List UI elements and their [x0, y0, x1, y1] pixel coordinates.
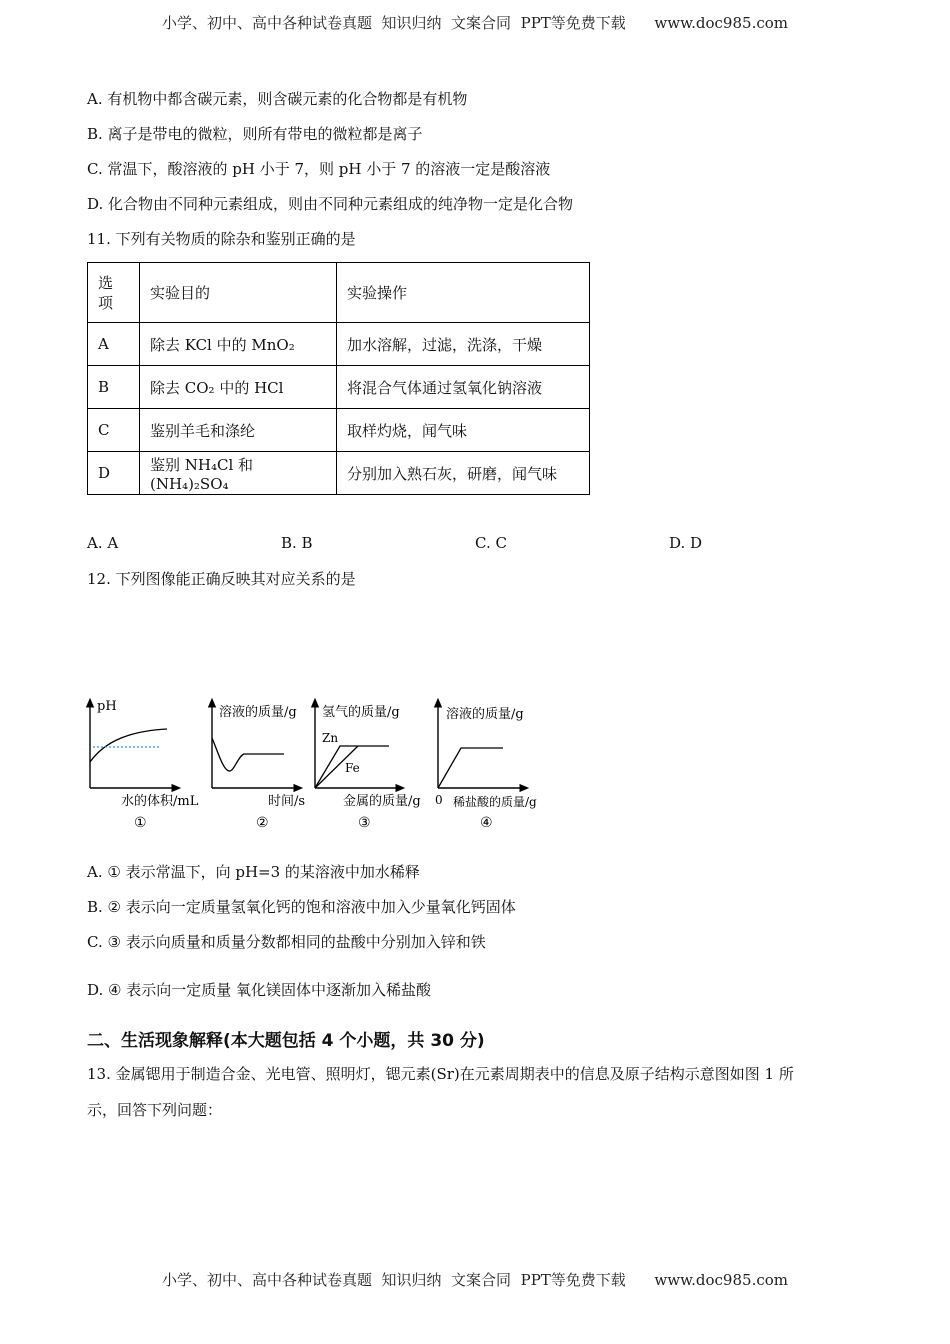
q11-choice-b: B. B: [281, 534, 313, 552]
row-operation: 将混合气体通过氢氧化钠溶液: [337, 366, 590, 409]
row-operation: 分别加入熟石灰，研磨，闻气味: [337, 452, 590, 495]
table-row: [88, 366, 590, 409]
row-operation: 取样灼烧，闻气味: [337, 409, 590, 452]
q12-option-a: A. ① 表示常温下，向 pH=3 的某溶液中加水稀释: [87, 863, 420, 881]
q10-option-c: C. 常温下，酸溶液的 pH 小于 7，则 pH 小于 7 的溶液一定是酸溶液: [87, 160, 551, 178]
header-operation: 实验操作: [337, 263, 590, 323]
header-purpose: 实验目的: [140, 263, 337, 323]
graph-3-fe-label: Fe: [345, 761, 360, 775]
graph-3-xlabel: 金属的质量/g: [343, 794, 421, 809]
q12-option-d: D. ④ 表示向一定质量 氧化镁固体中逐渐加入稀盐酸: [87, 981, 432, 999]
table-row: [88, 452, 590, 495]
graph-2-xlabel: 时间/s: [268, 794, 306, 809]
graph-2: [212, 702, 305, 831]
q11-stem: 11. 下列有关物质的除杂和鉴别正确的是: [87, 230, 356, 248]
graph-4-ylabel: 溶液的质量/g: [446, 707, 524, 722]
q11-choice-c: C. C: [475, 534, 507, 552]
section-2-title: 二、生活现象解释(本大题包括 4 个小题，共 30 分): [87, 1031, 485, 1051]
q12-stem: 12. 下列图像能正确反映其对应关系的是: [87, 570, 356, 588]
q10-option-d: D. 化合物由不同种元素组成，则由不同种元素组成的纯净物一定是化合物: [87, 195, 574, 213]
graph-1-curve: [90, 729, 167, 762]
graph-3-ylabel: 氢气的质量/g: [322, 705, 400, 720]
graph-4-number: ④: [480, 815, 493, 831]
row-operation: 加水溶解，过滤，洗涤，干燥: [337, 323, 590, 366]
row-option: C: [88, 409, 140, 452]
graph-3-zn-label: Zn: [322, 731, 339, 745]
q13-line-1: 13. 金属锶用于制造合金、光电管、照明灯，锶元素(Sr)在元素周期表中的信息及原子结构示意图如图 1 所: [87, 1065, 794, 1083]
graph-3-number: ③: [358, 815, 371, 831]
graph-4: [435, 702, 537, 831]
row-purpose: 除去 KCl 中的 MnO₂: [140, 323, 337, 366]
q11-choice-d: D. D: [669, 534, 703, 552]
q13-line-2: 示，回答下列问题：: [87, 1101, 223, 1119]
graph-1-ylabel: pH: [97, 699, 117, 714]
table-row: [88, 409, 590, 452]
graph-2-number: ②: [256, 815, 269, 831]
experiment-table: [87, 262, 590, 495]
graph-1: [90, 699, 199, 831]
graph-4-curve: [438, 748, 503, 788]
table-header-row: [88, 263, 590, 323]
q10-option-a: A. 有机物中都含碳元素，则含碳元素的化合物都是有机物: [87, 90, 468, 108]
q12-option-c: C. ③ 表示向质量和质量分数都相同的盐酸中分别加入锌和铁: [87, 933, 486, 951]
row-option: A: [88, 323, 140, 366]
row-option: D: [88, 452, 140, 495]
graph-1-number: ①: [134, 815, 147, 831]
header-option: 选项: [88, 263, 140, 323]
q10-option-b: B. 离子是带电的微粒，则所有带电的微粒都是离子: [87, 125, 423, 143]
q11-choice-a: A. A: [87, 534, 119, 552]
q12-option-b: B. ② 表示向一定质量氢氧化钙的饱和溶液中加入少量氧化钙固体: [87, 898, 516, 916]
graph-2-curve: [212, 738, 284, 771]
page-header: 小学、初中、高中各种试卷真题 知识归纳 文案合同 PPT等免费下载 www.doc985.com: [161, 14, 788, 32]
row-purpose: 除去 CO₂ 中的 HCl: [140, 366, 337, 409]
row-purpose: 鉴别 NH₄Cl 和(NH₄)₂SO₄: [140, 452, 337, 495]
page-footer: 小学、初中、高中各种试卷真题 知识归纳 文案合同 PPT等免费下载 www.doc985.com: [161, 1271, 788, 1289]
row-purpose: 鉴别羊毛和涤纶: [140, 409, 337, 452]
table-row: [88, 323, 590, 366]
row-option: B: [88, 366, 140, 409]
graph-3: [315, 702, 421, 831]
q12-graphs: [85, 696, 555, 836]
graph-4-origin: 0: [435, 793, 443, 807]
graph-2-ylabel: 溶液的质量/g: [219, 705, 297, 720]
graph-1-xlabel: 水的体积/mL: [121, 794, 199, 809]
graph-4-xlabel: 稀盐酸的质量/g: [453, 795, 537, 809]
